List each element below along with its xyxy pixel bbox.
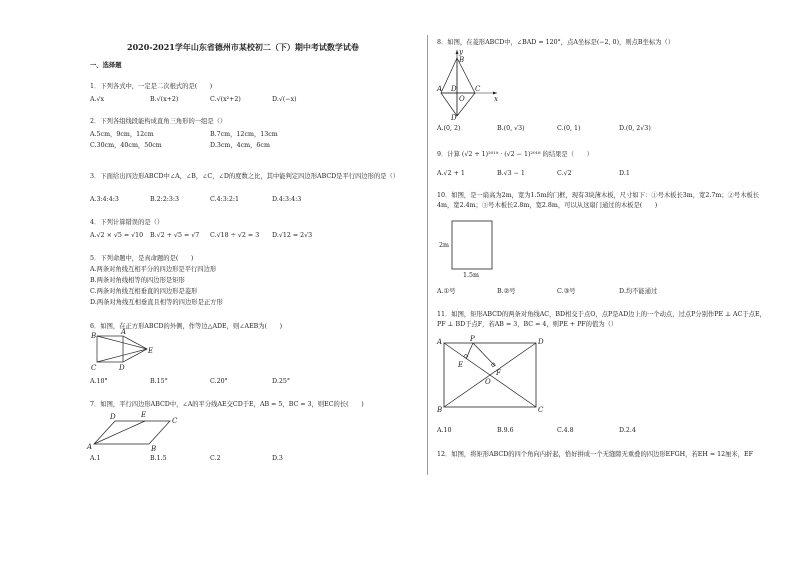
figure-6-square-triangle [90, 330, 160, 375]
q4-option-a: A.√2 × √5 = √10 [90, 232, 144, 239]
fig8-label-b: B [459, 56, 465, 64]
q3-option-c: C.4:3:2:1 [210, 196, 239, 203]
q10-option-a: A.①号 [437, 288, 456, 295]
q1-option-c: C.√(x²+2) [210, 96, 241, 103]
q10-option-c: C.③号 [557, 288, 576, 295]
q5-option-d: D.两条对角线互相垂直且相等的四边形是正方形 [90, 299, 223, 306]
q6-option-b: B.15° [150, 378, 168, 385]
fig11-label-e: E [458, 361, 464, 369]
q3-option-d: D.4:3:4:3 [272, 196, 302, 203]
q6-option-a: A.10° [90, 378, 108, 385]
question-3: 3．下面给出四边形ABCD中∠A，∠B，∠C，∠D的度数之比，其中能判定四边形ABCD是平行四边形的是（） [90, 173, 400, 180]
q5-option-a: A.两条对角线互相平分的四边形是平行四边形 [90, 266, 217, 273]
question-8: 8．如图，在菱形ABCD中，∠BAD = 120°，点A坐标是(−2, 0)，则点B坐标为（） [437, 39, 675, 46]
question-12: 12．如图，将矩形ABCD的四个角向内折起，恰好拼成一个无缝隙无重叠的四边形EFGH，若EH = 12厘米，EF [437, 451, 753, 458]
q11-option-c: C.4.8 [557, 427, 574, 434]
fig11-label-p: P [470, 335, 475, 343]
question-10: 10．如图，是一扇高为2m，宽为1.5m的门框，现有3块薄木板，尺寸如下：①号木板长3m，宽2.7m；②号木板长4m，宽2.4m；③号木板长2.8m，宽2.8m，可以从这扇门通过的木板是( ) [437, 192, 760, 209]
fig11-label-b: B [437, 406, 443, 414]
q4-option-d: D.√12 = 2√3 [272, 232, 313, 239]
fig7-label-e: E [141, 411, 147, 419]
fig7-label-d: D [110, 413, 116, 421]
q10-option-d: D.均不能通过 [619, 288, 658, 295]
question-4: 4．下列计算错误的是（） [90, 219, 164, 226]
q6-option-c: C.20° [210, 378, 228, 385]
fig8-label-c: C [475, 85, 481, 93]
figure-8-rhombus-axes [437, 46, 507, 120]
fig8-label-d-mid: D [451, 85, 457, 93]
fig6-label-a: A [121, 328, 127, 336]
q8-option-d: D.(0, 2√3) [619, 125, 651, 132]
q5-option-b: B.两条对角线相等的四边形是矩形 [90, 277, 185, 284]
q2-option-c: C.30cm，40cm，50cm [90, 142, 162, 149]
question-9: 9．计算 (√2 + 1)²⁰¹⁹ · (√2 − 1)²⁰¹⁸ 的结果是（ ） [437, 151, 593, 158]
fig11-label-a: A [437, 338, 443, 346]
q9-option-d: D.1 [619, 170, 630, 177]
section-heading: 一、选择题 [90, 62, 122, 69]
fig7-label-c: C [172, 417, 178, 425]
q4-option-b: B.√2 + √5 = √7 [150, 232, 200, 239]
q1-option-d: D.√(−x) [272, 96, 297, 103]
q3-option-b: B.2:2:3:3 [150, 196, 180, 203]
question-5: 5．下列命题中，是真命题的是( ) [90, 255, 194, 262]
fig6-label-b: B [91, 332, 97, 340]
q3-option-a: A.3:4:4:3 [90, 196, 119, 203]
fig11-label-d: D [538, 338, 544, 346]
fig10-height-label: 2m [439, 242, 449, 249]
q11-option-a: A.10 [437, 427, 452, 434]
fig10-width-label: 1.5m [463, 272, 479, 279]
fig8-label-d: D [451, 114, 457, 122]
fig11-label-f: F [496, 369, 501, 377]
q9-option-a: A.√2 + 1 [437, 170, 465, 177]
question-6: 6．如图，在正方形ABCD的外侧，作等边△ADE，则∠AEB为( ) [90, 323, 283, 330]
fig6-label-c: C [91, 364, 97, 372]
q2-option-b: B.7cm，12cm，13cm [210, 131, 278, 138]
fig8-label-o: O [459, 95, 465, 103]
q1-option-a: A.√x [90, 96, 105, 103]
q11-option-b: B.9.6 [497, 427, 514, 434]
q10-option-b: B.②号 [497, 288, 516, 295]
q7-option-c: C.2 [210, 455, 221, 462]
fig7-label-a: A [87, 443, 93, 451]
figure-11-rectangle-diagonals [437, 335, 547, 417]
q2-option-a: A.5cm，9cm，12cm [90, 131, 154, 138]
fig8-label-y: y [459, 48, 463, 56]
q9-option-c: C.√2 [557, 170, 572, 177]
fig8-label-a: A [437, 85, 443, 93]
question-11: 11．如图，矩形ABCD的两条对角线AC，BD相交于点O，点P是AD边上的一个动点，过点P分别作PE ⊥ AC于点E，PF ⊥ BD于点F，若AB = 3，BC = 4，则PE + PF的值为（） [437, 311, 766, 328]
q7-option-d: D.3 [272, 455, 283, 462]
q5-option-c: C.两条对角线互相垂直的四边形是菱形 [90, 288, 198, 295]
q7-option-a: A.1 [90, 455, 101, 462]
q2-option-d: D.3cm，4cm，6cm [210, 142, 270, 149]
q8-option-a: A.(0, 2) [437, 125, 461, 132]
exam-title: 2020-2021学年山东省德州市某校初二（下）期中考试数学试卷 [127, 42, 359, 52]
fig11-label-o: O [485, 378, 491, 386]
fig6-label-e: E [148, 347, 154, 355]
question-1: 1．下列各式中，一定是二次根式的是( ) [90, 83, 213, 90]
fig7-label-b: B [151, 445, 157, 453]
figure-10-door-frame [437, 216, 507, 282]
q6-option-d: D.25° [272, 378, 290, 385]
q8-option-c: C.(0, 1) [557, 125, 581, 132]
fig8-label-x: x [494, 95, 498, 103]
q9-option-b: B.√3 − 1 [497, 170, 525, 177]
fig11-label-c: C [538, 406, 544, 414]
question-2: 2．下列各组线段能构成直角三角形的一组是（） [90, 118, 227, 125]
q1-option-b: B.√(x+2) [150, 96, 179, 103]
q4-option-c: C.√18 ÷ √2 = 3 [210, 232, 260, 239]
fig6-label-d: D [119, 364, 125, 372]
column-divider [427, 35, 428, 475]
figure-7-parallelogram [87, 410, 180, 453]
q8-option-b: B.(0, √3) [497, 125, 525, 132]
q7-option-b: B.1.5 [150, 455, 167, 462]
q11-option-d: D.2.4 [619, 427, 636, 434]
question-7: 7．如图，平行四边形ABCD中，∠A的平分线AE交CD于E，AB = 5，BC = 3，则EC的长( ) [90, 401, 364, 408]
